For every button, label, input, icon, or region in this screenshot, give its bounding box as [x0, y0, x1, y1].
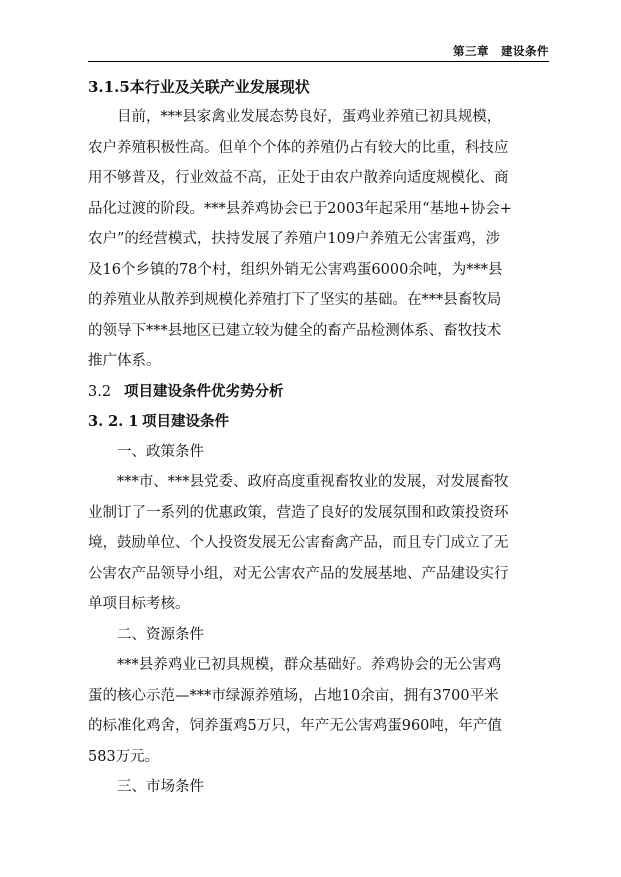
section-heading-3-2: [88, 377, 550, 407]
section-heading-3-1-5: [88, 72, 550, 102]
subheading-market: 三、市场条件: [117, 779, 204, 795]
paragraph-policy: [88, 467, 550, 620]
paragraph-line: ***县养鸡业已初具规模，群众基础好。养鸡协会的无公害鸡: [117, 657, 502, 673]
section-number: 3.1.5: [88, 78, 130, 96]
paragraph-line: 的标准化鸡舍，饲养蛋鸡5万只，年产无公害鸡蛋960吨，年产值: [88, 718, 502, 734]
paragraph-line: 蛋的核心示范—***市绿源养殖场，占地10余亩，拥有3700平米: [88, 687, 499, 704]
document-body: [88, 72, 550, 803]
chapter-label: 第三章: [453, 44, 489, 58]
section-title: 本行业及关联产业发展现状: [129, 78, 310, 96]
paragraph-line: 业制订了一系列的优惠政策，营造了良好的发展氛围和政策投资环: [88, 504, 509, 521]
paragraph-line: 推广体系。: [88, 353, 161, 369]
paragraph-line: 境，鼓励单位、个人投资发展无公害畜禽产品，而且专门成立了无: [88, 535, 509, 551]
paragraph-line: 的领导下***县地区已建立较为健全的畜产品检测体系、畜牧技术: [88, 322, 502, 339]
paragraph-line: 公害农产品领导小组，对无公害农产品的发展基地、产品建设实行: [88, 565, 509, 582]
running-head: [453, 43, 549, 59]
section-title: 项目建设条件优劣势分析: [124, 382, 284, 400]
section-number: 3.2: [88, 383, 112, 400]
chapter-title: 建设条件: [501, 44, 549, 58]
subheading-policy: 一、政策条件: [117, 443, 204, 460]
section-number: 3. 2. 1: [88, 412, 139, 430]
section-heading-3-2-1: [88, 407, 550, 437]
paragraph-line: 的养殖业从散养到规模化养殖打下了坚实的基础。在***县畜牧局: [88, 292, 502, 308]
paragraph-line: 农户养殖积极性高。但单个个体的养殖仍占有较大的比重，科技应: [88, 139, 509, 156]
paragraph-line: ***市、***县党委、政府高度重视畜牧业的发展，对发展畜牧: [117, 474, 509, 490]
section-title: 项目建设条件: [142, 412, 229, 430]
paragraph-line: 农户”的经营模式，扶持发展了养殖户109户养殖无公害蛋鸡，涉: [88, 231, 501, 247]
paragraph-line: 目前，***县家禽业发展态势良好，蛋鸡业养殖已初具规模，: [117, 109, 502, 125]
paragraph-industry-status: [88, 102, 550, 377]
page-header: [88, 38, 549, 62]
paragraph-resource: [88, 650, 550, 772]
paragraph-line: 及16个乡镇的78个村，组织外销无公害鸡蛋6000余吨，为***县: [88, 261, 503, 278]
paragraph-line: 用不够普及，行业效益不高，正处于由农户散养向适度规模化、商: [88, 170, 509, 186]
paragraph-line: 583万元。: [88, 748, 160, 765]
subheading-resource: 二、资源条件: [117, 626, 204, 643]
paragraph-line: 品化过渡的阶段。***县养鸡协会已于2003年起采用“基地+协会+: [88, 200, 512, 217]
paragraph-line: 单项目标考核。: [88, 596, 190, 612]
